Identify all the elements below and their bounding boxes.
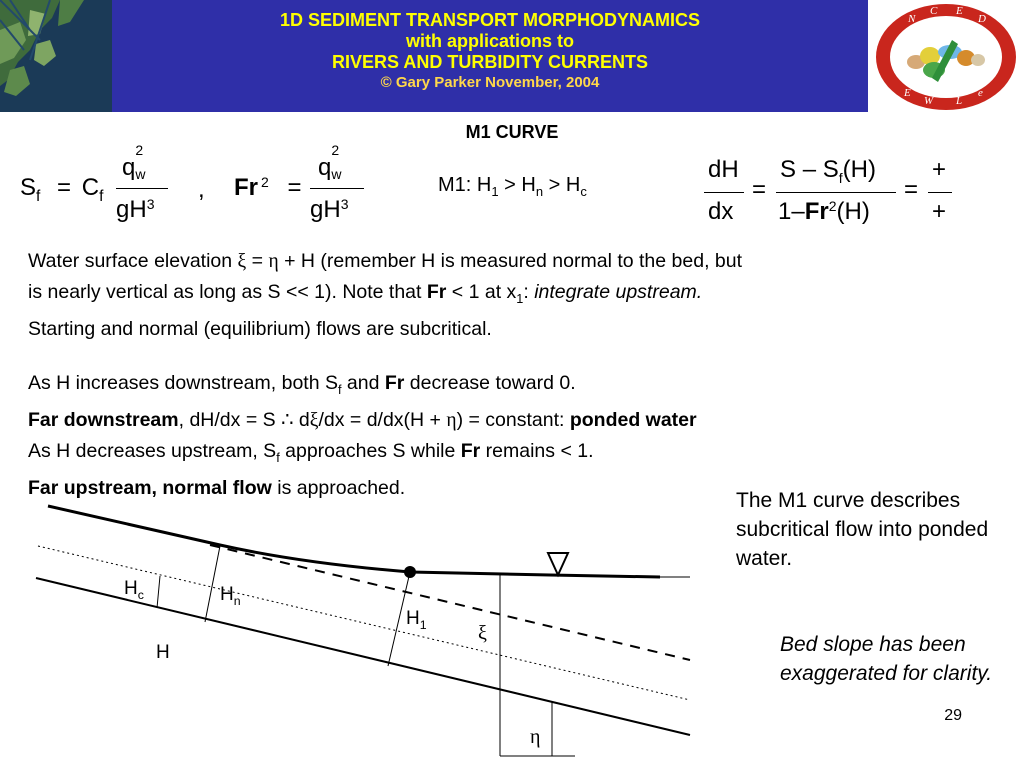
eq1-equals: = <box>57 174 72 201</box>
eq3-rhs-num: + <box>932 156 947 183</box>
svg-text:N: N <box>908 13 916 25</box>
para1-line-3: Starting and normal (equilibrium) flows are subcritical. <box>28 317 492 340</box>
eq2-numerator: q 2 w <box>318 142 342 182</box>
para1-line-2: is nearly vertical as long as S << 1). Note that Fr < 1 at $x_1$: integrate upstream. <box>28 281 703 306</box>
water-surface-triangle-icon <box>548 553 568 575</box>
eq1-C-sub: f <box>99 187 104 205</box>
label-Hc: $H_c$ <box>124 578 144 602</box>
para2-line-2: Far downstream, dH/dx = S ∴ dξ/dx = d/dx(H + η) = constant: ponded water <box>28 408 697 431</box>
eq3-lhs-den: dx <box>708 198 734 225</box>
eq1-S: S <box>20 174 37 201</box>
eq-comma: , <box>198 176 205 203</box>
para2-line-4: Far upstream, normal flow is approached. <box>28 476 406 499</box>
eq3-rhs-den: + <box>932 198 947 225</box>
water-surface-line <box>48 506 660 577</box>
slide-title: M1 CURVE <box>465 122 559 142</box>
eq2-Fr: Fr <box>234 174 258 201</box>
m1-description-note: The M1 curve describes subcritical flow into ponded water. <box>736 489 989 570</box>
svg-text:W: W <box>924 95 934 107</box>
hn-depth-line <box>205 546 220 622</box>
label-Hn: $H_n$ <box>220 584 241 608</box>
bed-slope-note: Bed slope has been exaggerated for clarity. <box>780 633 993 685</box>
page-number: 29 <box>944 707 962 724</box>
svg-text:e: e <box>978 87 983 99</box>
svg-text:D: D <box>978 13 986 25</box>
eq2-equals: = <box>287 174 302 201</box>
eq3-numerator: S – $S_f(H)$ <box>780 156 876 186</box>
svg-text:L: L <box>956 95 963 107</box>
eq1-numerator: q 2 w <box>122 142 146 182</box>
eq1-denominator: $gH^3$ <box>116 196 155 223</box>
label-H1: $H_1$ <box>406 608 427 632</box>
eq2-lhs: Fr $^2$ = <box>234 174 302 201</box>
eq2-denominator: $gH^3$ <box>310 196 349 223</box>
eq3-denominator: 1–Fr$^2$(H) <box>778 198 870 225</box>
label-eta: η <box>530 726 541 748</box>
para2-line-3: As H decreases upstream, $S_f$ approaches S while Fr remains < 1. <box>28 439 594 465</box>
label-xi: ξ <box>478 622 487 644</box>
eq3-equals-2: = <box>904 176 919 203</box>
svg-text:E: E <box>956 5 963 17</box>
svg-text:E: E <box>904 87 911 99</box>
eq1-C: C <box>81 174 100 201</box>
eq3-equals-1: = <box>752 176 767 203</box>
label-H: H <box>156 642 170 663</box>
para2-line-1: As H increases downstream, both $S_f$ and Fr decrease toward 0. <box>28 372 576 397</box>
header-line-1: 1D SEDIMENT TRANSPORT MORPHODYNAMICS <box>279 10 701 30</box>
eq3-lhs-num: dH <box>708 156 739 183</box>
header-copyright: © Gary Parker November, 2004 <box>380 74 600 91</box>
hc-depth-line <box>157 576 160 608</box>
normal-depth-line <box>210 545 690 660</box>
eq1-S-sub: f <box>36 187 41 205</box>
header-line-3: RIVERS AND TURBIDITY CURRENTS <box>331 52 649 72</box>
svg-text:C: C <box>930 5 938 17</box>
para1-line-1: Water surface elevation ξ = η + H (remember H is measured normal to the bed, but <box>28 250 743 272</box>
header-line-2: with applications to <box>405 31 574 51</box>
m1-condition: M1: $H_1 > H_n > H_c$ <box>438 174 587 199</box>
